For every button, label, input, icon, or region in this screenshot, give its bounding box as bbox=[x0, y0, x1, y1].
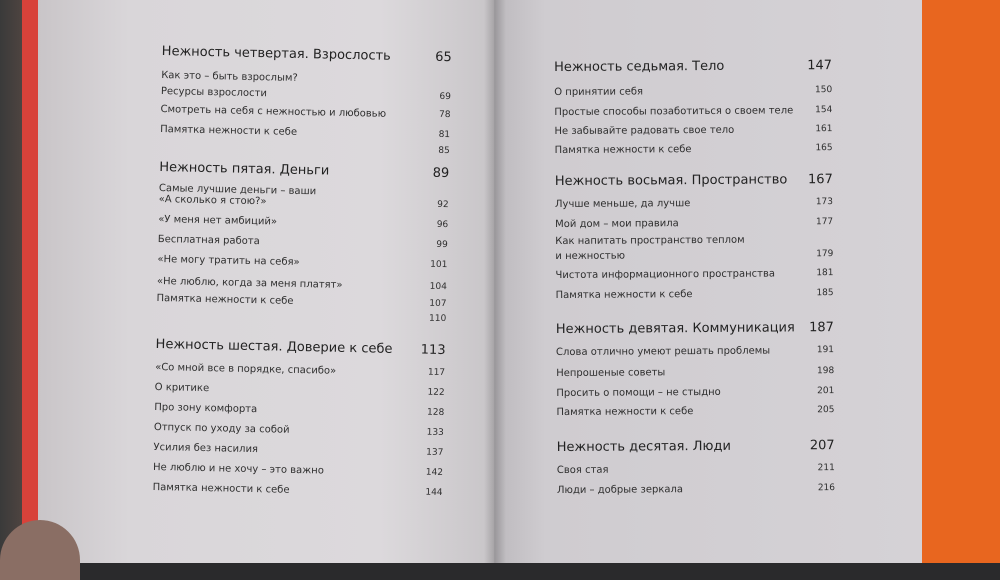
page-number: 101 bbox=[430, 259, 448, 271]
item-title: Лучше меньше, да лучше bbox=[554, 198, 691, 211]
item-title: Не забывайте радовать свое тело bbox=[554, 124, 735, 138]
item-title: «У меня нет амбиций» bbox=[158, 214, 278, 228]
item-title: Про зону комфорта bbox=[154, 401, 258, 416]
page-number: 117 bbox=[427, 367, 446, 379]
page-number: 207 bbox=[809, 438, 835, 454]
item-title: Слова отлично умеют решать проблемы bbox=[556, 345, 771, 359]
item-title: Как напитать пространство теплом bbox=[555, 234, 745, 248]
book-gutter bbox=[484, 0, 506, 563]
page-number: 191 bbox=[816, 345, 835, 356]
page-number: 201 bbox=[817, 386, 835, 397]
page-number: 104 bbox=[429, 281, 447, 293]
page-number: 147 bbox=[807, 58, 833, 74]
item-title: Не люблю и не хочу – это важно bbox=[152, 461, 325, 477]
item-title: Самые лучшие деньги – ваши bbox=[158, 183, 317, 198]
item-title: Смотреть на себя с нежностью и любовью bbox=[160, 104, 387, 120]
item-title: Памятка нежности к себе bbox=[152, 481, 290, 496]
item-title: и нежностью bbox=[555, 250, 626, 263]
page-number: 216 bbox=[817, 483, 836, 494]
chapter-title: Нежность седьмая. Тело bbox=[554, 58, 725, 76]
page-number: 137 bbox=[426, 447, 444, 459]
page-number: 78 bbox=[438, 109, 451, 121]
item-title: Как это – быть взрослым? bbox=[161, 70, 298, 84]
item-title: Памятка нежности к себе bbox=[555, 289, 693, 302]
page-number: 122 bbox=[427, 387, 445, 399]
page-number: 167 bbox=[807, 172, 833, 188]
page-number: 211 bbox=[817, 463, 835, 474]
page-number: 92 bbox=[437, 199, 449, 211]
item-title: Простые способы позаботиться о своем теле bbox=[554, 105, 794, 119]
page-number: 154 bbox=[815, 105, 833, 116]
chapter-title: Нежность шестая. Доверие к себе bbox=[155, 336, 393, 357]
page-number: 173 bbox=[815, 197, 834, 208]
page-number: 177 bbox=[815, 217, 834, 228]
item-title: Просить о помощи – не стыдно bbox=[556, 386, 721, 400]
item-title: Ресурсы взрослости bbox=[160, 86, 268, 100]
chapter-title: Нежность пятая. Деньги bbox=[159, 160, 330, 179]
page-number: 181 bbox=[816, 268, 834, 279]
page-number: 205 bbox=[817, 405, 835, 416]
item-title: Мой дом – мои правила bbox=[555, 218, 679, 231]
item-title: Отпуск по уходу за собой bbox=[153, 421, 290, 436]
page-number: 144 bbox=[425, 487, 443, 499]
page-number: 179 bbox=[816, 249, 834, 260]
item-title: Чистота информационного пространства bbox=[555, 268, 776, 282]
page-number: 185 bbox=[816, 288, 834, 299]
item-title: Люди – добрые зеркала bbox=[556, 484, 684, 497]
page-number: 85 bbox=[438, 145, 450, 157]
page-number: 113 bbox=[420, 342, 446, 359]
page-number: 161 bbox=[815, 124, 833, 135]
chapter-title: Нежность десятая. Люди bbox=[556, 438, 731, 456]
page-number: 142 bbox=[425, 467, 444, 479]
page-number: 110 bbox=[428, 313, 447, 325]
page-number: 96 bbox=[436, 219, 449, 231]
orange-background bbox=[920, 0, 1000, 563]
item-title: Бесплатная работа bbox=[157, 233, 260, 248]
page-number: 150 bbox=[814, 85, 833, 96]
item-title: «А сколько я стою?» bbox=[158, 194, 267, 208]
page-number: 89 bbox=[432, 165, 450, 182]
item-title: «Не люблю, когда за меня платят» bbox=[156, 275, 343, 291]
item-title: Своя стая bbox=[556, 464, 609, 477]
item-title: Памятка нежности к себе bbox=[156, 292, 294, 307]
page-number: 65 bbox=[434, 49, 452, 66]
page-number: 128 bbox=[426, 407, 445, 419]
item-title: Памятка нежности к себе bbox=[556, 406, 694, 419]
item-title: Памятка нежности к себе bbox=[160, 124, 298, 138]
page-number: 81 bbox=[438, 129, 451, 141]
chapter-title: Нежность четвертая. Взрослость bbox=[161, 44, 391, 64]
item-title: Усилия без насилия bbox=[153, 441, 259, 456]
chapter-title: Нежность девятая. Коммуникация bbox=[555, 320, 795, 338]
item-title: О критике bbox=[154, 381, 210, 395]
right-page bbox=[494, 0, 922, 563]
item-title: «Не могу тратить на себя» bbox=[157, 253, 300, 268]
page-number: 187 bbox=[808, 320, 834, 336]
item-title: О принятии себя bbox=[554, 86, 644, 99]
page-number: 165 bbox=[815, 143, 833, 154]
page-number: 133 bbox=[426, 427, 444, 439]
page-number: 99 bbox=[436, 239, 448, 251]
page-number: 69 bbox=[439, 91, 451, 103]
page-number: 107 bbox=[429, 298, 447, 310]
item-title: Памятка нежности к себе bbox=[554, 144, 692, 157]
item-title: «Со мной все в порядке, спасибо» bbox=[155, 361, 337, 377]
item-title: Непрошеные советы bbox=[556, 367, 666, 380]
chapter-title: Нежность восьмая. Пространство bbox=[554, 172, 788, 190]
page-number: 198 bbox=[816, 366, 835, 377]
